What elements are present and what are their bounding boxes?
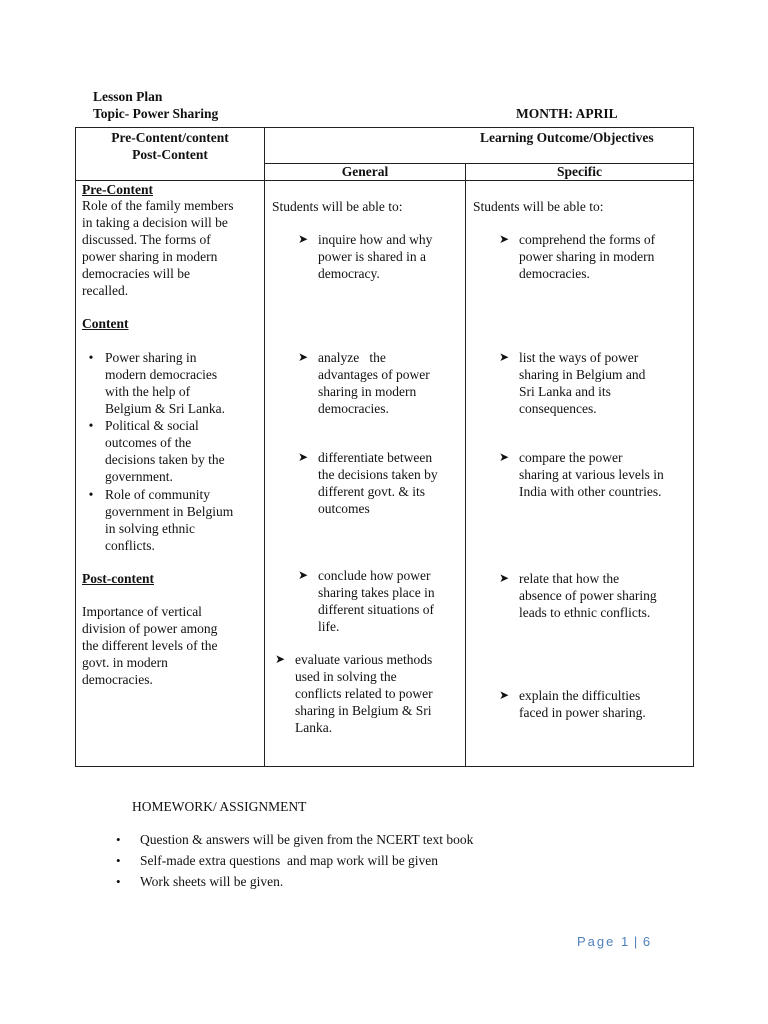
- content-item: Role of community government in Belgium in solving ethnic conflicts.: [105, 487, 234, 553]
- arrowhead-bullet-icon: ➤: [498, 350, 510, 364]
- general-objective: conclude how power sharing takes place in different situations of life.: [318, 568, 435, 634]
- disc-bullet-icon: •: [116, 832, 121, 847]
- arrowhead-bullet-icon: ➤: [297, 232, 309, 246]
- homework-item: Self-made extra questions and map work will be given: [140, 853, 439, 868]
- table-divider-header-bottom: [75, 180, 693, 181]
- homework-item: Work sheets will be given.: [140, 874, 284, 889]
- col1-header: Pre-Content/content Post-Content: [111, 130, 229, 162]
- homework-title: HOMEWORK/ ASSIGNMENT: [132, 799, 307, 814]
- general-objective: evaluate various methods used in solving the conflicts related to power sharing in Belgium & Sri Lanka.: [295, 652, 433, 735]
- arrowhead-bullet-icon: ➤: [297, 350, 309, 364]
- table-border-right: [693, 127, 694, 767]
- content-item: Political & social outcomes of the decisions taken by the government.: [105, 418, 225, 484]
- page-current: 1: [621, 934, 629, 949]
- specific-intro: Students will be able to:: [473, 199, 604, 214]
- arrowhead-bullet-icon: ➤: [498, 450, 510, 464]
- arrowhead-bullet-icon: ➤: [498, 571, 510, 585]
- arrowhead-bullet-icon: ➤: [297, 568, 309, 582]
- pre-content-text: Role of the family members in taking a decision will be discussed. The forms of power sharing in modern democracies will be recalled.: [82, 198, 234, 298]
- arrowhead-bullet-icon: ➤: [498, 232, 510, 246]
- disc-bullet-icon: •: [88, 418, 94, 433]
- disc-bullet-icon: •: [88, 350, 94, 365]
- disc-bullet-icon: •: [116, 853, 121, 868]
- table-border-top: [75, 127, 693, 128]
- table-border-left: [75, 127, 76, 767]
- specific-objective: list the ways of power sharing in Belgium and Sri Lanka and its consequences.: [519, 350, 646, 416]
- arrowhead-bullet-icon: ➤: [498, 688, 510, 702]
- topic-title: Topic- Power Sharing: [93, 106, 219, 121]
- homework-item: Question & answers will be given from the NCERT text book: [140, 832, 474, 847]
- arrowhead-bullet-icon: ➤: [297, 450, 309, 464]
- specific-objective: explain the difficulties faced in power sharing.: [519, 688, 646, 720]
- specific-objective: compare the power sharing at various levels in India with other countries.: [519, 450, 664, 499]
- specific-objective: relate that how the absence of power sharing leads to ethnic conflicts.: [519, 571, 657, 620]
- disc-bullet-icon: •: [116, 874, 121, 889]
- general-header: General: [341, 164, 389, 179]
- table-border-bottom: [75, 766, 694, 767]
- arrowhead-bullet-icon: ➤: [274, 652, 286, 666]
- page-word: Page: [577, 934, 616, 949]
- table-divider-col2: [465, 163, 466, 767]
- specific-objective: comprehend the forms of power sharing in modern democracies.: [519, 232, 656, 281]
- pre-content-heading: Pre-Content: [82, 182, 153, 197]
- objectives-header: Learning Outcome/Objectives: [480, 130, 654, 145]
- specific-header: Specific: [557, 164, 602, 179]
- post-content-heading: Post-content: [82, 571, 154, 586]
- general-objective: analyze the advantages of power sharing in modern democracies.: [318, 350, 430, 416]
- document-title: Lesson Plan: [93, 89, 163, 104]
- general-objective: inquire how and why power is shared in a democracy.: [318, 232, 433, 281]
- disc-bullet-icon: •: [88, 487, 94, 502]
- content-heading: Content: [82, 316, 129, 331]
- general-objective: differentiate between the decisions taken by different govt. & its outcomes: [318, 450, 438, 516]
- content-item: Power sharing in modern democracies with the help of Belgium & Sri Lanka.: [105, 350, 225, 416]
- post-content-text: Importance of vertical division of power among the different levels of the govt. in modern democracies.: [82, 604, 218, 687]
- page-separator: |: [633, 934, 638, 949]
- page-total: 6: [642, 934, 651, 949]
- general-intro: Students will be able to:: [272, 199, 403, 214]
- table-divider-col1: [264, 127, 265, 767]
- page-number: [577, 933, 650, 950]
- month-label: MONTH: APRIL: [516, 106, 618, 121]
